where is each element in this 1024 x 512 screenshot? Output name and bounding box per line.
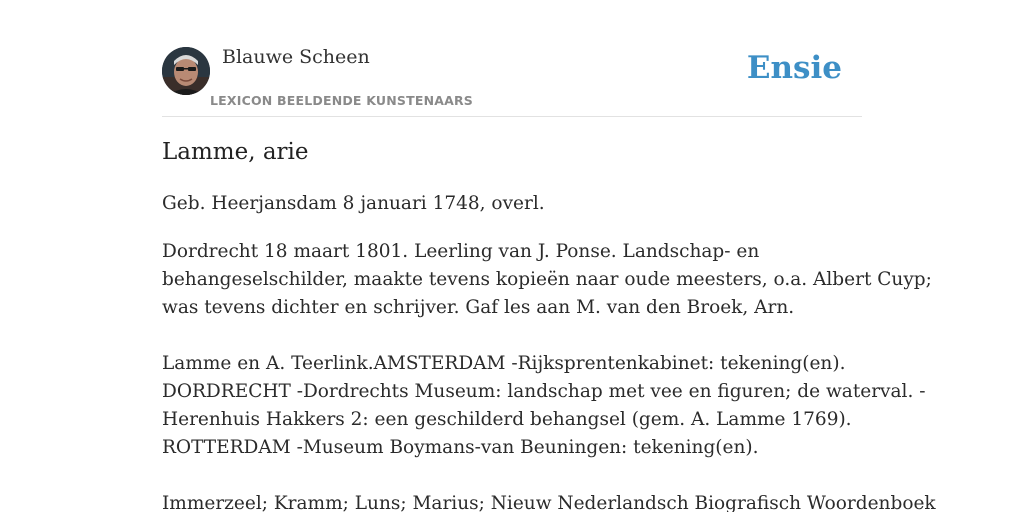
article-line: ROTTERDAM -Museum Boymans-van Beuningen: tekening(en). bbox=[162, 437, 759, 458]
article-line: behangeselschilder, maakte tevens kopieën naar oude meesters, o.a. Albert Cuyp; bbox=[162, 269, 932, 290]
article-header bbox=[162, 0, 862, 117]
article-line: was tevens dichter en schrijver. Gaf les aan M. van den Broek, Arn. bbox=[162, 297, 795, 318]
category-link[interactable]: LEXICON BEELDENDE KUNSTENAARS bbox=[210, 93, 474, 108]
article-line: Lamme en A. Teerlink.AMSTERDAM -Rijksprentenkabinet: tekening(en). bbox=[162, 353, 846, 374]
article-line: DORDRECHT -Dordrechts Museum: landschap met vee en figuren; de waterval. - bbox=[162, 381, 926, 402]
article-line: Immerzeel; Kramm; Luns; Marius; Nieuw Nederlandsch Biografisch Woordenboek bbox=[162, 493, 936, 512]
author-avatar[interactable] bbox=[162, 47, 210, 95]
article-line: Dordrecht 18 maart 1801. Leerling van J. Ponse. Landschap- en bbox=[162, 241, 760, 262]
article-line: Herenhuis Hakkers 2: een geschilderd behangsel (gem. A. Lamme 1769). bbox=[162, 409, 852, 430]
article-title: Lamme, arie bbox=[162, 139, 309, 165]
article-lead: Geb. Heerjansdam 8 januari 1748, overl. bbox=[162, 193, 545, 214]
user-photo-icon bbox=[162, 47, 210, 95]
author-name[interactable]: Blauwe Scheen bbox=[222, 46, 370, 68]
ensie-logo[interactable]: Ensie bbox=[746, 50, 842, 86]
